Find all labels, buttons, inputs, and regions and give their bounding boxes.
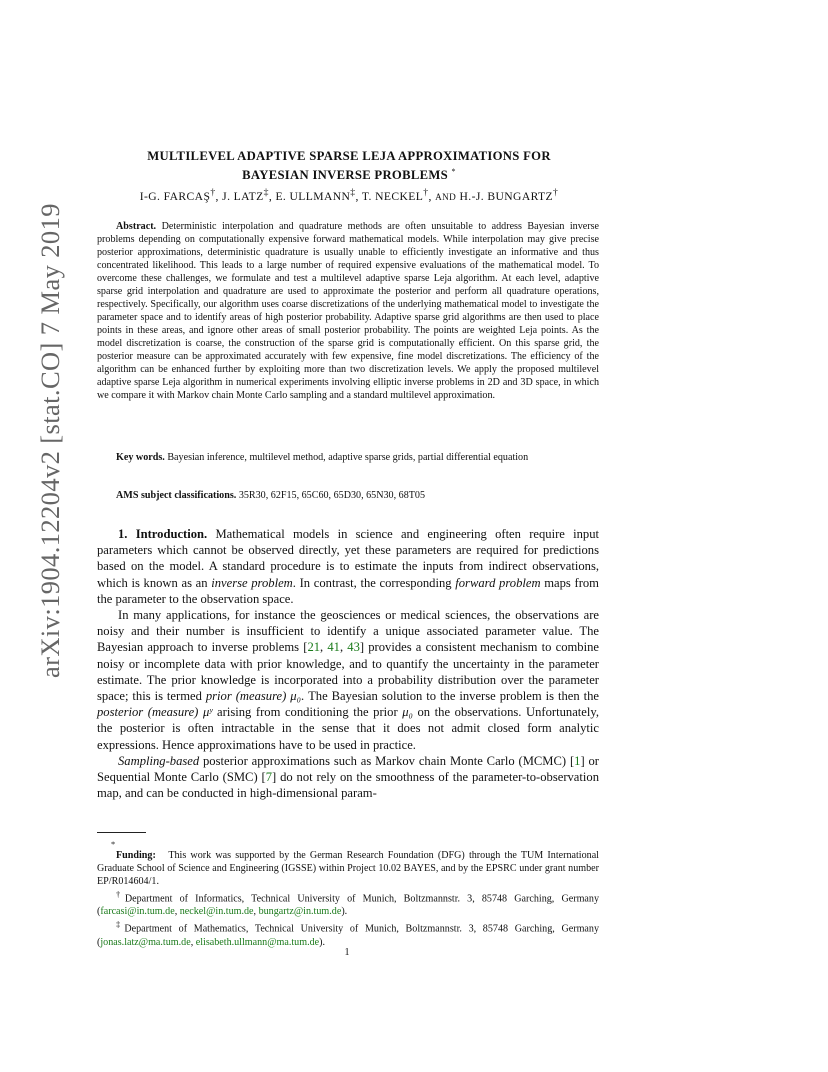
intro-paragraph-1: 1. Introduction. Mathematical models in science and engineering often require input parameters which cannot be observed directly, yet these parameters are required for predictions based on the model. A standard procedure is to estimate the inputs from indirect observations, which is known as an inverse problem. In contrast, the corresponding forward problem maps from the parameter to the observation space. xyxy=(97,527,599,606)
citation-link[interactable]: 41 xyxy=(327,640,340,655)
page-number: 1 xyxy=(344,947,350,958)
intro-paragraph-3: Sampling-based posterior approximations such as Markov chain Monte Carlo (MCMC) [1] or Sequential Monte Carlo (SMC) [7] do not rely on the smoothness of the parameter-to-observation map, and can be conducted in high-dimensional param- xyxy=(97,753,599,801)
paper-title xyxy=(96,148,602,183)
abstract-text: Deterministic interpolation and quadrature methods are often unsuitable to address Bayesian inverse problems depending on computationally expensive forward mathematical models. While interpolation may give precise posterior approximations, deterministic quadrature is usually unable to efficiently investigate an informative and thus concentrated likelihood. This leads to a large number of required expensive evaluations of the mathematical model. To overcome these challenges, we formulate and test a multilevel adaptive sparse Leja algorithm. At each level, adaptive sparse grid interpolation and quadrature are used to approximate the posterior and perform all quadrature operations, respectively. Specifically, our algorithm uses coarse discretizations of the underlying mathematical model to investigate the parameter space and to identify areas of high posterior probability. Adaptive sparse grid algorithms are then used to place points in these areas, and ignore other areas of small posterior probability. The points are weighted Leja points. As the model discretization is coarse, the construction of the sparse grid is computationally efficient. On this sparse grid, the posterior measure can be approximated accurately with few expensive, fine model discretizations. The efficiency of the algorithm can be enhanced further by exploiting more than two discretization levels. We apply the proposed multilevel adaptive sparse Leja algorithm in numerical experiments involving elliptic inverse problems in 2D and 3D space, in which we compare it with Markov chain Monte Carlo sampling and a standard multilevel approximation. xyxy=(97,221,599,401)
email-link[interactable]: neckel@in.tum.de xyxy=(179,906,254,918)
abstract-label: Abstract. xyxy=(116,221,157,232)
math-mu-y: μʸ xyxy=(202,705,213,720)
author: H.-J. BUNGARTZ xyxy=(459,189,553,203)
section-heading: 1. Introduction. xyxy=(118,527,208,541)
citation-link[interactable]: 7 xyxy=(265,770,272,785)
author: J. LATZ xyxy=(222,189,264,203)
author: T. NECKEL xyxy=(361,189,424,203)
authors-and: AND xyxy=(435,191,457,202)
introduction-section xyxy=(97,526,599,801)
email-link[interactable]: elisabeth.ullmann@ma.tum.de xyxy=(195,936,320,948)
title-line-1: MULTILEVEL ADAPTIVE SPARSE LEJA APPROXIMATIONS FOR xyxy=(147,149,551,163)
title-footnote-mark: * xyxy=(451,167,456,176)
citation-link[interactable]: 43 xyxy=(347,640,360,655)
ams-classifications xyxy=(116,490,425,501)
footnote-double-dagger: ‡Department of Mathematics, Technical University of Munich, Boltzmannstr. 3, 85748 Garching, Germany (jonas.latz@ma.tum.de, elisabeth.ullmann@ma.tum.de). xyxy=(97,920,599,948)
ams-text: 35R30, 62F15, 65C60, 65D30, 65N30, 68T05 xyxy=(238,490,425,501)
keywords xyxy=(97,451,599,464)
math-mu0: μ₀ xyxy=(402,705,413,720)
intro-paragraph-2: In many applications, for instance the geosciences or medical sciences, the observations are noisy and their number is insufficient to identify a unique associated parameter value. The Bayesian approach to inverse problems [21, 41, 43] provides a consistent mechanism to combine noisy or incomplete data with prior knowledge, and to quantify the uncertainty in the parameter estimate. The prior knowledge is incorporated into a probability distribution over the parameter space; this is termed prior (measure) μ₀. The Bayesian solution to the inverse problem is then the posterior (measure) μʸ arising from conditioning the prior μ₀ on the observations. Unfortunately, the posterior is often intractable in the sense that it does not admit closed form analytic expressions. Hence approximations have to be used in practice. xyxy=(97,608,600,752)
footnote-divider xyxy=(97,832,146,833)
citation-link[interactable]: 1 xyxy=(574,753,581,768)
title-line-2: BAYESIAN INVERSE PROBLEMS * xyxy=(242,167,456,183)
author-list: I-G. FARCAŞ†, J. LATZ‡, E. ULLMANN‡, T. NECKEL†, AND H.-J. BUNGARTZ† xyxy=(139,187,559,203)
ams-label: AMS subject classifications. xyxy=(116,490,237,501)
footnote-funding: Funding: This work was supported by the German Research Foundation (DFG) through the TUM International Graduate School of Science and Engineering (IGSSE) within Project 10.02 BAYES, and by the EPSRC under grant number EP/R014604/1. xyxy=(97,850,599,887)
author: E. ULLMANN xyxy=(275,189,351,203)
keywords-label: Key words. xyxy=(116,452,165,463)
email-link[interactable]: jonas.latz@ma.tum.de xyxy=(100,936,191,948)
keywords-text: Bayesian inference, multilevel method, adaptive sparse grids, partial differential equation xyxy=(167,452,529,463)
footnotes xyxy=(97,838,599,949)
math-mu0: μ₀ xyxy=(290,689,301,704)
footnote-star-mark: * xyxy=(111,840,116,849)
email-link[interactable]: farcasi@in.tum.de xyxy=(100,906,175,918)
arxiv-identifier: arXiv:1904.12204v2 [stat.CO] 7 May 2019 xyxy=(35,203,65,678)
abstract xyxy=(97,220,599,402)
citation-link[interactable]: 21 xyxy=(307,640,321,655)
footnote-dagger: †Department of Informatics, Technical University of Munich, Boltzmannstr. 3, 85748 Garching, Germany (farcasi@in.tum.de, neckel@in.tum.de, bungartz@in.tum.de). xyxy=(97,890,599,918)
email-link[interactable]: bungartz@in.tum.de xyxy=(258,906,342,918)
author: I-G. FARCAŞ xyxy=(139,189,211,203)
